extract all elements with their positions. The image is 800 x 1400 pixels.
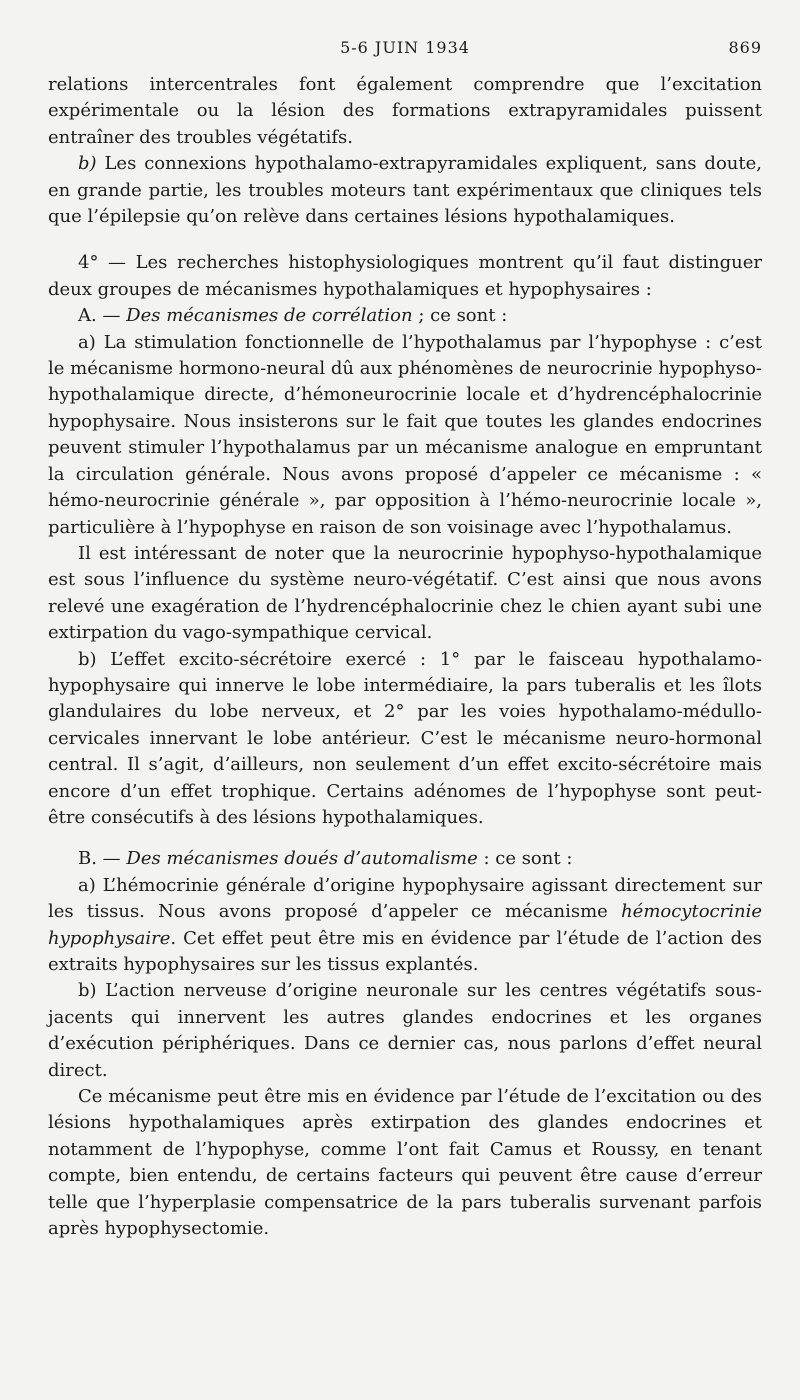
section-b-heading bbox=[48, 846, 762, 872]
section-a-heading bbox=[48, 303, 762, 329]
paragraph-neurocrinie: Il est intéressant de noter que la neurocrinie hypophyso-hypothalamique est sous l’influence du système neuro-végétatif. C’est ainsi que nous avons relevé une exagération de l’hydrencéphalocrinie chez le chien ayant subi une extirpation du vago-sympathique cervical. bbox=[48, 542, 762, 644]
paragraph-b-effet: b) L’effet excito-sécrétoire exercé : 1° par le faisceau hypothalamo-hypophysaire qui innerve le lobe intermédiaire, la pars tuberalis et les îlots glandulaires du lobe nerveux, et 2° par les voies hypothalamo-médullo-cervicales innervant le lobe antérieur. C’est le mécanisme neuro-hormonal central. Il s’agit, d’ailleurs, non seulement d’un effet excito-sécrétoire mais encore d’un effet trophique. Certains adénomes de l’hypophyse sont peut-être consécutifs à des lésions hypothalamiques. bbox=[48, 648, 762, 828]
page-number: 869 bbox=[728, 38, 762, 57]
paragraph-b-connexions bbox=[48, 151, 762, 230]
italic-term: hémocytocrinie hypophysaire bbox=[48, 901, 762, 949]
section-title: Des mécanismes doués d’automalisme bbox=[126, 848, 478, 870]
section-lead: A. — bbox=[78, 305, 127, 327]
body-text bbox=[48, 72, 762, 1242]
paragraph-relations: relations intercentrales font également comprendre que l’excitation expérimentale ou la lésion des formations extrapyramidales puissent entraîner des troubles végétatifs. bbox=[48, 74, 762, 148]
section-lead: B. — bbox=[78, 848, 127, 870]
header-date: 5-6 JUIN 1934 bbox=[340, 38, 470, 57]
paragraph-b-action: b) L’action nerveuse d’origine neuronale sur les centres végétatifs sous-jacents qui innervent les autres glandes endocrines et les organes d’exécution périphériques. Dans ce dernier cas, nous parlons d’effet neural direct. bbox=[48, 980, 762, 1081]
paragraph-marker: b) bbox=[78, 153, 97, 175]
paragraph-text: a) L’hémocrinie générale d’origine hypophysaire agissant directement sur les tissus. Nous avons proposé d’appeler ce mécanisme bbox=[48, 874, 762, 923]
section-tail: : ce sont : bbox=[477, 848, 573, 870]
paragraph-4-recherches: 4° — Les recherches histophysiologiques montrent qu’il faut distinguer deux groupes de mécanismes hypothalamiques et hypophysaires : bbox=[48, 252, 762, 300]
paragraph-mecanisme: Ce mécanisme peut être mis en évidence par l’étude de l’excitation ou des lésions hypothalamiques après extirpation des glandes endocrines et notamment de l’hypophyse, comme l’ont fait Camus et Roussy, en tenant compte, bien entendu, de certains facteurs qui peuvent être cause d’erreur telle que l’hyperplasie compensatrice de la pars tuberalis survenant parfois après hypophysectomie. bbox=[48, 1086, 762, 1240]
paragraph-text: Les connexions hypothalamo-extrapyramidales expliquent, sans doute, en grande partie, les troubles moteurs tant expérimentaux que cliniques tels que l’épilepsie qu’on relève dans certaines lésions hypothalamiques. bbox=[48, 153, 762, 228]
section-title: Des mécanismes de corrélation bbox=[126, 305, 413, 327]
running-header bbox=[48, 38, 762, 72]
section-tail: ; ce sont : bbox=[412, 305, 508, 327]
paragraph-text: . Cet effet peut être mis en évidence par l’étude de l’action des extraits hypophysaires sur les tissus explantés. bbox=[48, 927, 762, 975]
paragraph-a-hemocrinie bbox=[48, 873, 762, 979]
paragraph-a-stimulation: a) La stimulation fonctionnelle de l’hypothalamus par l’hypophyse : c’est le mécanisme hormono-neural dû aux phénomènes de neurocrinie hypophyso-hypothalamique directe, d’hémoneurocrinie locale et d’hydrencéphalocrinie hypophysaire. Nous insisterons sur le fait que toutes les glandes endocrines peuvent stimuler l’hypothalamus par un mécanisme analogue en empruntant la circulation générale. Nous avons proposé d’appeler ce mécanisme : « hémo-neurocrinie générale », par opposition à l’hémo-neurocrinie locale », particulière à l’hypophyse en raison de son voisinage avec l’hypothalamus. bbox=[48, 331, 762, 538]
